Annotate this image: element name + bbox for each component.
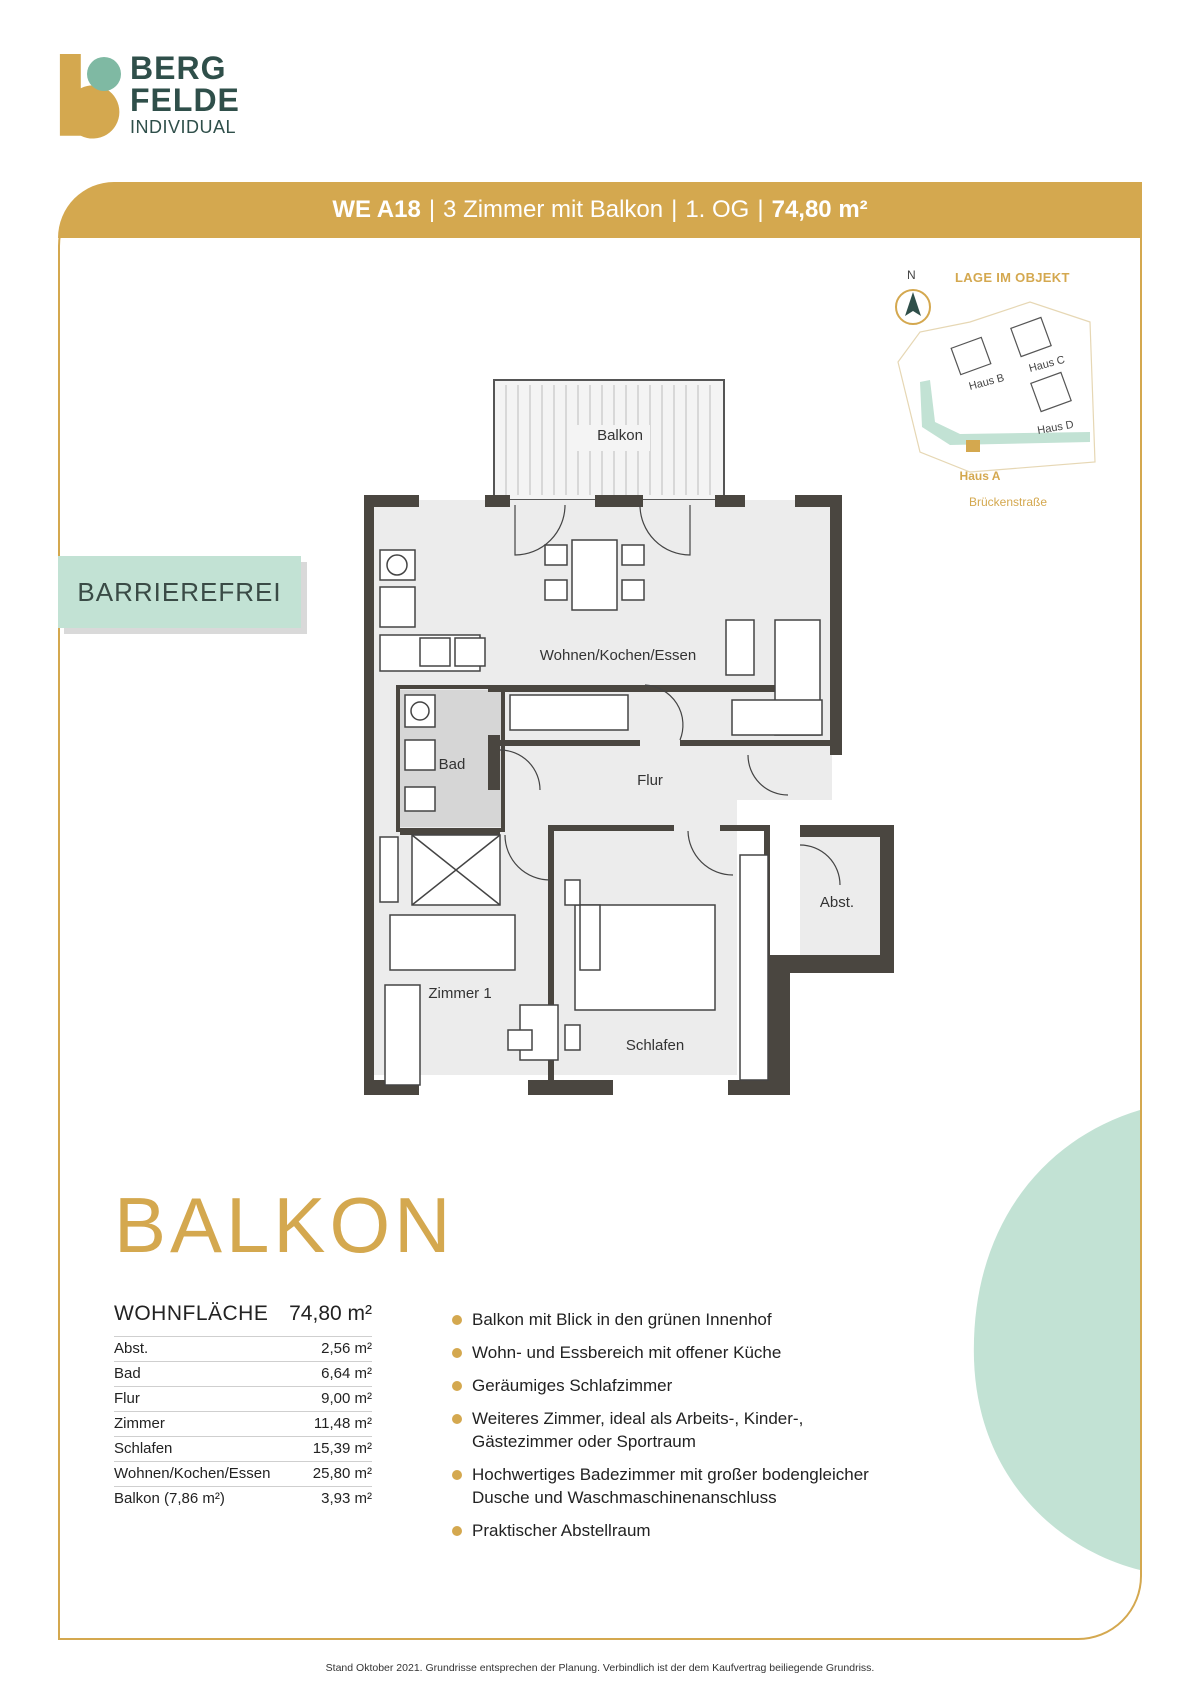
feature-text: Wohn- und Essbereich mit offener Küche (472, 1343, 782, 1362)
row-name: Abst. (114, 1340, 149, 1357)
label-haus-d: Haus D (1036, 418, 1075, 437)
room-balkon: Balkon (597, 427, 643, 444)
feature-text: Praktischer Abstellraum (472, 1521, 651, 1540)
table-row (114, 1486, 372, 1511)
room-bad: Bad (438, 756, 466, 773)
room-abst: Abst. (819, 894, 855, 911)
table-row (114, 1386, 372, 1411)
north-label: N (907, 268, 916, 282)
feature-text: Geräumiges Schlafzimmer (472, 1376, 673, 1395)
floor-plan (360, 375, 900, 1105)
area-table (114, 1302, 372, 1511)
logo-line-2: FELDE (130, 82, 240, 118)
row-name: Zimmer (114, 1415, 165, 1432)
site-plan (880, 262, 1100, 512)
row-value: 9,00 m² (321, 1390, 372, 1407)
table-row (114, 1361, 372, 1386)
bullet-icon (452, 1470, 462, 1480)
feature-text: Weiteres Zimmer, ideal als Arbeits-, Kinder-, Gästezimmer oder Sportraum (472, 1409, 804, 1451)
row-name: Bad (114, 1365, 141, 1382)
list-item (450, 1308, 930, 1331)
row-name: Balkon (7,86 m²) (114, 1490, 225, 1507)
page-title: BALKON (114, 1181, 455, 1269)
room-schlafen: Schlafen (625, 1037, 685, 1054)
list-item (450, 1519, 930, 1542)
logo-line-1: BERG (130, 50, 227, 86)
label-haus-a: Haus A (959, 469, 1001, 483)
list-item (450, 1463, 912, 1509)
area-total-label: WOHNFLÄCHE (114, 1302, 269, 1325)
row-value: 6,64 m² (321, 1365, 372, 1382)
logo-wordmark (130, 52, 240, 136)
row-value: 3,93 m² (321, 1490, 372, 1507)
header-separator: | (671, 196, 678, 223)
row-name: Schlafen (114, 1440, 173, 1457)
bullet-icon (452, 1526, 462, 1536)
list-item (450, 1407, 842, 1453)
table-row (114, 1411, 372, 1436)
feature-text: Balkon mit Blick in den grünen Innenhof (472, 1310, 772, 1329)
header-separator: | (757, 196, 764, 223)
unit-header (58, 182, 1142, 238)
row-value: 25,80 m² (312, 1465, 372, 1482)
area-total-value: 74,80 m² (289, 1302, 372, 1325)
bullet-icon (452, 1414, 462, 1424)
bullet-icon (452, 1381, 462, 1391)
bullet-icon (452, 1348, 462, 1358)
siteplan-title: LAGE IM OBJEKT (955, 270, 1070, 285)
row-value: 15,39 m² (312, 1440, 372, 1457)
label-street: Brückenstraße (968, 495, 1048, 509)
unit-rooms: 3 Zimmer mit Balkon (443, 196, 664, 223)
table-row (114, 1461, 372, 1486)
table-row (114, 1336, 372, 1361)
area-total-row (114, 1302, 372, 1336)
header-separator: | (428, 196, 436, 223)
disclaimer-footer: Stand Oktober 2021. Grundrisse entsprechen der Planung. Verbindlich ist der dem Kaufvertrag beiliegende Grundriss. (325, 1662, 875, 1674)
table-row (114, 1436, 372, 1461)
row-name: Flur (114, 1390, 140, 1407)
unit-area: 74,80 m² (771, 196, 868, 223)
feature-text: Hochwertiges Badezimmer mit großer bodengleicher Dusche und Waschmaschinenanschluss (472, 1465, 869, 1507)
unit-id: WE A18 (332, 196, 421, 223)
label-haus-b: Haus B (967, 371, 1006, 393)
unit-floor: 1. OG (685, 196, 750, 223)
room-zimmer1: Zimmer 1 (428, 985, 492, 1002)
logo-line-3: INDIVIDUAL (130, 117, 237, 137)
row-name: Wohnen/Kochen/Essen (114, 1465, 271, 1482)
bullet-icon (452, 1315, 462, 1325)
list-item (450, 1341, 930, 1364)
decorative-blob (960, 1110, 1150, 1570)
list-item (450, 1374, 930, 1397)
feature-list (450, 1308, 930, 1552)
row-value: 2,56 m² (321, 1340, 372, 1357)
room-wohnen: Wohnen/Kochen/Essen (539, 647, 697, 664)
label-haus-c: Haus C (1027, 353, 1067, 375)
accessibility-badge: BARRIEREFREI (58, 556, 301, 628)
room-flur: Flur (637, 772, 663, 789)
row-value: 11,48 m² (313, 1415, 372, 1432)
